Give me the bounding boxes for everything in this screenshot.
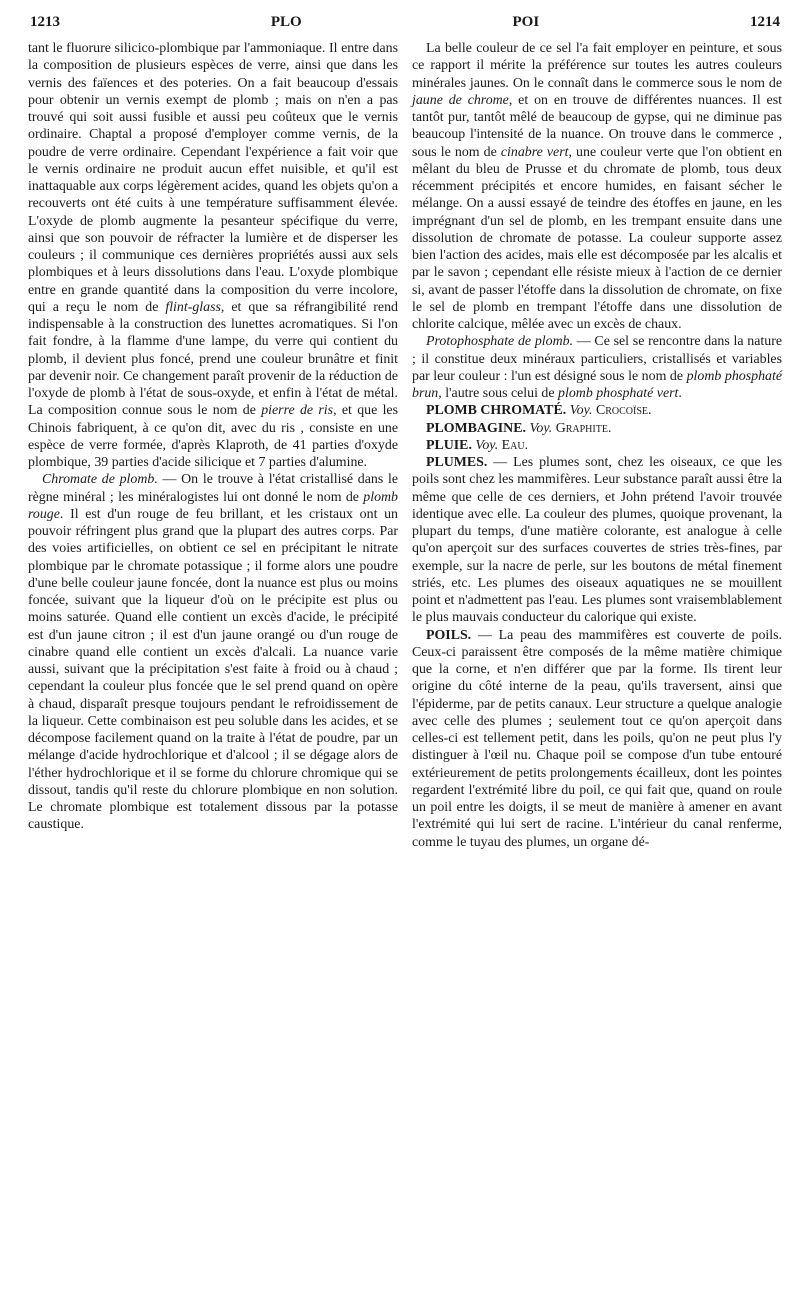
paragraph-jaune-de-chrome: La belle couleur de ce sel l'a fait employer en peinture, et sous ce rapport il mérite la préférence sur toutes les autres couleurs minérales jaunes. On le connaît dans le commerce sous le nom de jaune de chrome, et on en trouve de différentes nuances. Il est tantôt pur, tantôt mêlé de beaucoup de gypse, qui ne diminue pas beaucoup l'intensité de la nuance. On trouve dans le commerce , sous le nom de cinabre vert, une couleur verte que l'on obtient en mêlant du bleu de Prusse et du chromate de plomb, tous deux récemment précipités et encore humides, en faisant sécher le mélange. On a aussi essayé de teindre des étoffes en jaune, en les imprégnant d'un sel de plomb, en les trempant ensuite dans une dissolution de chromate de potasse. La couleur supporte assez bien l'action des acides, mais elle est décomposée par les alcalis et par le savon ; cependant elle résiste mieux à l'action de ce dernier si, avant de passer l'étoffe dans la dissolution de chromate, on fixe le sel de plomb en trempant l'étoffe dans une dissolution de chlorite calcique, mêlée avec un excès de chaux.	[412, 41, 783, 332]
subheading-protophosphate: Protophosphate de plomb.	[426, 334, 574, 350]
right-column	[412, 40, 782, 851]
entry-poils: POILS. — La peau des mammifères est couverte de poils. Ceux-ci paraissent être composés de la même matière chimique que la corne, et n'en différer que par la forme. Ils tirent leur origine du côté interne de la peau, qu'ils traversent, ainsi que l'épiderme, par de petits canaux. Leur structure a quelque analogie avec celle des plumes ; seulement tout ce qu'on aperçoit dans celles-ci est tellement petit, dans les poils, qu'on ne peut plus l'y distinguer à l'œil nu. Chaque poil se compose d'un tube entouré extérieurement de petits prolongements écailleux, dont les pointes regardent l'extrémité libre du poil, ce qui fait que, quand on roule un poil entre les doigts, il se meut de manière à amener en avant l'extrémité qui lui sert de racine. L'intérieur du canal renferme, comme le tuyau des plumes, un organe dé-	[412, 627, 782, 850]
right-running-head: POI	[512, 14, 540, 30]
entry-plombagine: PLOMBAGINE. Voy. Graphite.	[426, 420, 612, 436]
cross-ref-eau: Eau.	[501, 437, 529, 453]
left-running-head: PLO	[270, 14, 302, 30]
left-column	[28, 40, 398, 851]
term-plomb-phosphate-brun: plomb phosphaté brun	[412, 368, 782, 401]
subheading-chromate: Chromate de plomb.	[42, 472, 158, 488]
paragraph-protophosphate: Protophosphate de plomb. — Ce sel se rencontre dans la nature ; il constitue deux minéraux particuliers, cristallisés et variables par leur couleur : l'un est désigné sous le nom de plomb phosphaté brun, l'autre sous celui de plomb phosphaté vert.	[412, 334, 782, 401]
running-header	[28, 14, 782, 36]
headword-pluie: PLUIE.	[426, 437, 472, 453]
term-pierre-de-ris: pierre de ris	[261, 403, 334, 419]
paragraph-plomb-oxyde: tant le fluorure silicico-plombique par l'ammoniaque. Il entre dans la composition de plusieurs espèces de verre, ainsi que dans les vernis des faïences et des poteries. On a fait beaucoup d'essais pour obtenir un vernis exempt de plomb ; mais on n'en a pas trouvé qui soit aussi fusible et aussi peu coûteux que le vernis ordinaire. Chaptal a proposé d'employer comme vernis, de la poudre de verre ordinaire. Cependant l'expérience a fait voir que le vernis ordinaire ne produit aucun effet nuisible, et qu'il est inattaquable aux corps légèrement acides, quand les objets qu'on a recouverts ont été cuits à une température suffisamment élevée. L'oxyde de plomb augmente la pesanteur spécifique du verre, ainsi que son pouvoir de réfracter la lumière et de disperser les couleurs ; il communique ces dernières propriétés aussi aux sels plombiques et à leurs dissolutions dans l'eau. L'oxyde plombique entre en grande quantité dans la composition du verre incolore, qui a reçu le nom de flint-glass, et que sa réfrangibilité rend indispensable à la construction des lunettes acromatiques. Si l'on fait fondre, à la flamme d'une lampe, du verre qui contient du plomb, il devient plus foncé, prend une couleur brunâtre et finit par devenir noir. Ce changement paraît provenir de la réduction de l'oxyde de plomb à l'état de sous-oxyde, et enfin à l'état de métal. La composition connue sous le nom de pierre de ris, et que les Chinois fabriquent, à ce qu'on dit, avec du ris , consiste en une espèce de verre formée, d'après Klaproth, de 41 parties d'oxyde plombique, 39 parties d'acide silicique et 7 parties d'alumine.	[28, 41, 398, 470]
cross-ref-crocoise: Crocoïse.	[595, 403, 652, 419]
right-page-number: 1214	[750, 14, 780, 30]
paragraph-chromate: Chromate de plomb. — On le trouve à l'état cristallisé dans le règne minéral ; les minéralogistes lui ont donné le nom de plomb rouge. Il est d'un rouge de feu brillant, et les cristaux ont un pouvoir réfringent plus grand que la plupart des autres corps. Par des voies artificielles, on obtient ce sel en précipitant le nitrate plombique par le chromate potassique ; il forme alors une poudre d'une belle couleur jaune foncée, dont la nuance est plus ou moins foncée, suivant que la liqueur d'où on le précipite est plus ou moins saturée. Quand elle contient un excès d'acide, le précipité est d'un jaune citron ; il est d'un jaune orangé ou d'un rouge de cinabre quand elle contient un excès d'alcali. La nuance varie aussi, suivant que la précipitation s'est faite à froid ou à chaud ; cependant la couleur plus foncée que le sel prend quand on opère à chaud, disparaît presque toujours pendant le refroidissement de la liqueur. Cette combinaison est peu soluble dans les acides, et se décompose facilement quand on la traite à l'état de poudre, par un mélange d'acide hydrochlorique et d'alcool ; il se dégage alors de l'éther hydrochlorique et il se forme du chlorure chromique qui se dissout, tandis qu'il reste du chlorure plombique en non solution. Le chromate plombique est totalement dissous par la potasse caustique.	[28, 472, 398, 833]
term-cinabre-vert: cinabre vert	[500, 144, 569, 160]
term-jaune-de-chrome: jaune de chrome	[412, 92, 509, 108]
headword-poils: POILS.	[426, 627, 472, 643]
entry-plomb-chromate: PLOMB CHROMATÉ. Voy. Crocoïse.	[426, 403, 652, 419]
cross-ref-graphite: Graphite.	[555, 420, 612, 436]
entry-pluie: PLUIE. Voy. Eau.	[426, 437, 529, 453]
headword-plombagine: PLOMBAGINE.	[426, 420, 526, 436]
term-plomb-phosphate-vert: plomb phosphaté vert	[558, 386, 679, 401]
term-flint-glass: flint-glass	[165, 299, 221, 315]
term-plomb-rouge: plomb rouge	[28, 489, 398, 522]
headword-plumes: PLUMES.	[426, 455, 488, 470]
headword-plomb-chromate: PLOMB CHROMATÉ.	[426, 403, 567, 419]
text-columns	[28, 40, 782, 851]
entry-plumes: PLUMES. — Les plumes sont, chez les oiseaux, ce que les poils sont chez les mammifères. Leur substance paraît aussi être la même que celle de ces derniers, et John prétend l'avoir trouvée identique avec elle. La couleur des plumes, quoique provenant, la plupart du temps, d'une matière colorante, est analogue à celle qu'on aperçoit sur des surfaces couvertes de stries très-fines, par exemple, sur la nacre de perle, sur les boutons de métal finement striés, etc. Les plumes des oiseaux aquatiques ne se mouillent point et n'admettent pas l'eau. Les plumes sont vraisemblablement le plus mauvais conducteur du calorique qui existe.	[412, 455, 782, 626]
left-page-number: 1213	[30, 14, 60, 30]
